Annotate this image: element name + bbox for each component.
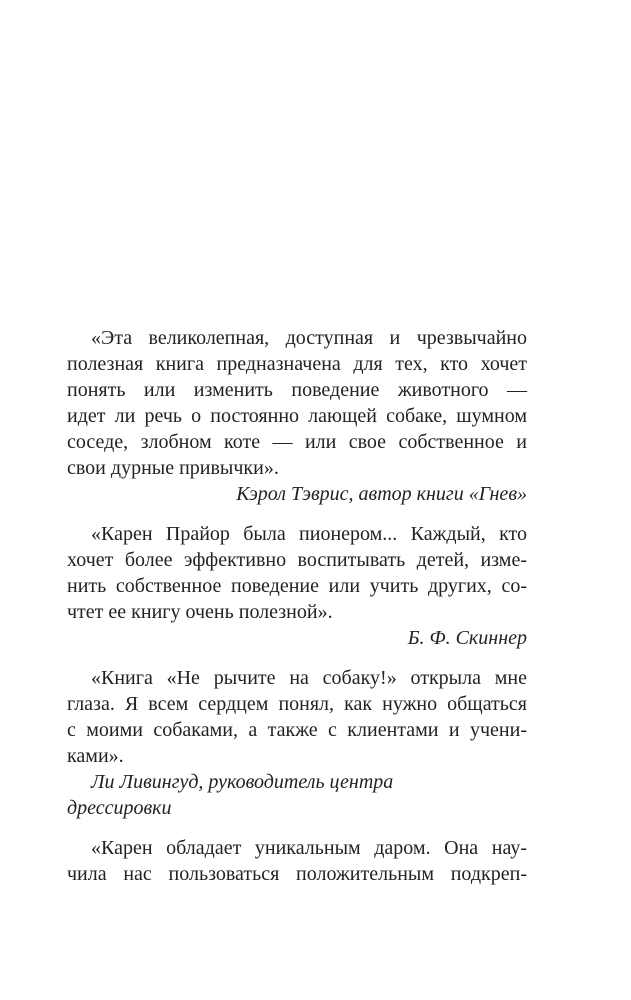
quote-line: соседе, злобном коте — или свое собственное и xyxy=(67,431,527,453)
quote-line: понять или изменить поведение животного — xyxy=(67,379,527,401)
quote-line: чила нас пользоваться положительным подкреп- xyxy=(67,863,527,885)
quote-line: «Карен Прайор была пионером... Каждый, кто xyxy=(91,523,527,545)
quote-line: «Эта великолепная, доступная и чрезвычайно xyxy=(91,327,527,349)
quote-line: идет ли речь о постоянно лающей собаке, шумном xyxy=(67,405,527,427)
quote-line: ками». xyxy=(67,745,124,767)
quote-attribution: дрессировки xyxy=(67,797,172,819)
quote-attribution: Б. Ф. Скиннер xyxy=(407,627,527,649)
quote-line: глаза. Я всем сердцем понял, как нужно общаться xyxy=(67,693,527,715)
quote-line: «Карен обладает уникальным даром. Она нау- xyxy=(91,837,527,859)
quote-line: чтет ее книгу очень полезной». xyxy=(67,601,333,623)
quote-paragraph-1 xyxy=(67,325,527,507)
quote-line: «Книга «Не рычите на собаку!» открыла мне xyxy=(91,667,527,689)
book-page-text-block xyxy=(67,325,527,901)
quote-paragraph-2 xyxy=(67,521,527,651)
quote-paragraph-3 xyxy=(67,665,527,821)
quote-paragraph-4 xyxy=(67,835,527,887)
quote-attribution: Кэрол Тэврис, автор книги «Гнев» xyxy=(236,483,527,505)
quote-line: полезная книга предназначена для тех, кто хочет xyxy=(67,353,527,375)
quote-line: хочет более эффективно воспитывать детей, изме- xyxy=(67,549,527,571)
quote-line: свои дурные привычки». xyxy=(67,457,279,479)
quote-attribution: Ли Ливингуд, руководитель центра xyxy=(91,771,394,793)
quote-line: с моими собаками, а также с клиентами и учени- xyxy=(67,719,527,741)
quote-line: нить собственное поведение или учить других, со- xyxy=(67,575,527,597)
